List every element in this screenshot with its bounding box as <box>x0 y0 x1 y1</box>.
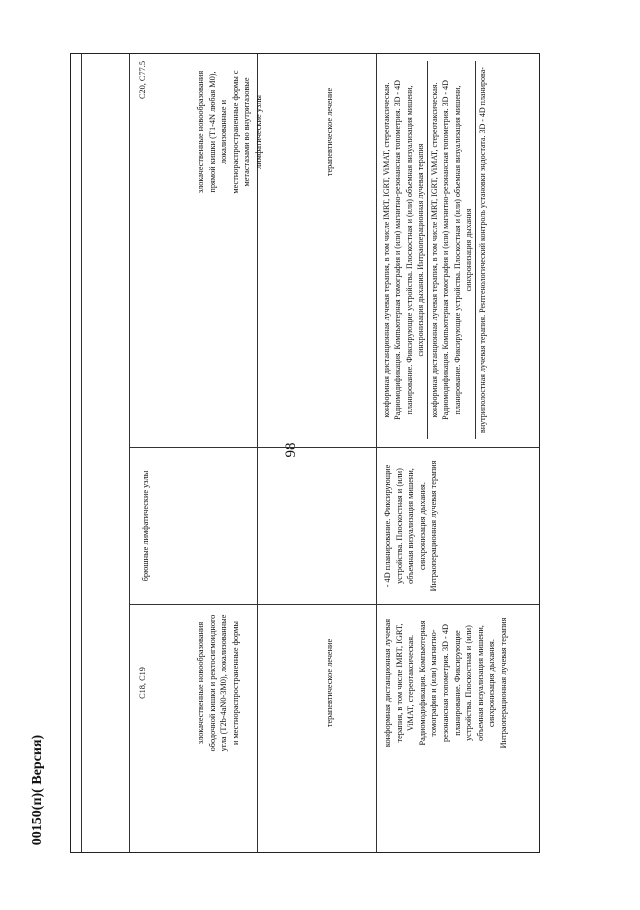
table-row-line <box>129 604 539 605</box>
code-text: C20, C77.5 <box>138 61 147 100</box>
method-separator <box>427 61 428 439</box>
table-cell-code <box>133 608 181 758</box>
diagnosis-text: брюшные лимфатические узлы <box>141 470 150 582</box>
method-entry: внутриполостная лучевая терапия. Рентгенологический контроль установки эндостата. 3D - 4D планирова- <box>478 67 488 433</box>
method-separator <box>475 61 476 439</box>
diagnosis-text: злокачественные новообразования прямой кишки (T1-4N любая M0), локализованные и местнораспространенные формы с метастазами во внутритазовые лимфатические узлы <box>196 70 263 194</box>
method-entry: конформная дистанционная лучевая терапия, в том числе IMRT, IGRT, ViMAT, стереотаксическая. Радиомодификация. Компьютерная томография и (или) магнитно-резонансная топометрия. 3D - 4D планирование. Фиксирующие устройства. Плоскостная и (или) объемная визуализация мишени, синхронизация дыхания <box>430 80 474 420</box>
method-entry: конформная дистанционная лучевая терапия, в том числе IMRT, IGRT, ViMAT, стереотаксическая. Радиомодификация. Компьютерная томография и (или) магнитно-резонансная топометрия. 3D - 4D планирование. Фиксирующие устройства. Плоскостная и (или) объемная визуализация мишени, синхронизация дыхания. Интраоперационная лучевая терапия <box>382 80 425 420</box>
table-col-line <box>81 54 82 852</box>
table-cell-code <box>133 58 181 442</box>
table-col-line <box>129 54 130 852</box>
treatment-text: терапевтическое лечение <box>325 87 334 177</box>
code-text: C18, C19 <box>138 667 147 699</box>
footer-document-code: 00150(п)( Версия) <box>30 734 45 846</box>
data-table <box>70 53 540 853</box>
table-cell-methods <box>380 58 538 442</box>
treatment-text: терапевтическое лечение <box>325 638 334 728</box>
table-cell-methods <box>380 608 538 758</box>
table-cell-diagnosis <box>193 58 321 442</box>
diagnosis-text: злокачественные новообразования ободочной кишки и ректосигмоидного угла (T2b-4aN0-3M0), локализованные и местнораспространенные формы <box>196 614 240 752</box>
table-cell-diagnosis <box>134 451 252 601</box>
table-row-line <box>129 447 539 448</box>
table-cell-diagnosis <box>193 608 321 758</box>
methods-text: - 4D планирование. Фиксирующие устройства. Плоскостная и (или) объемная визуализация мишени, синхронизация дыхания. Интраоперационная лучевая терапия <box>383 460 439 592</box>
page-number: 98 <box>283 442 299 458</box>
methods-text: конформная дистанционная лучевая терапия, в том числе IMRT, IGRT, ViMAT, стереотаксическая. Радиомодификация. Компьютерная томография и (или) магнитно-резонансная топометрия. 3D - 4D планирование. Фиксирующие устройства. Плоскостная и (или) объемная визуализация мишени, синхронизация дыхания. Интраоперационная лучевая терапия <box>383 617 508 749</box>
table-cell-methods <box>380 451 538 601</box>
